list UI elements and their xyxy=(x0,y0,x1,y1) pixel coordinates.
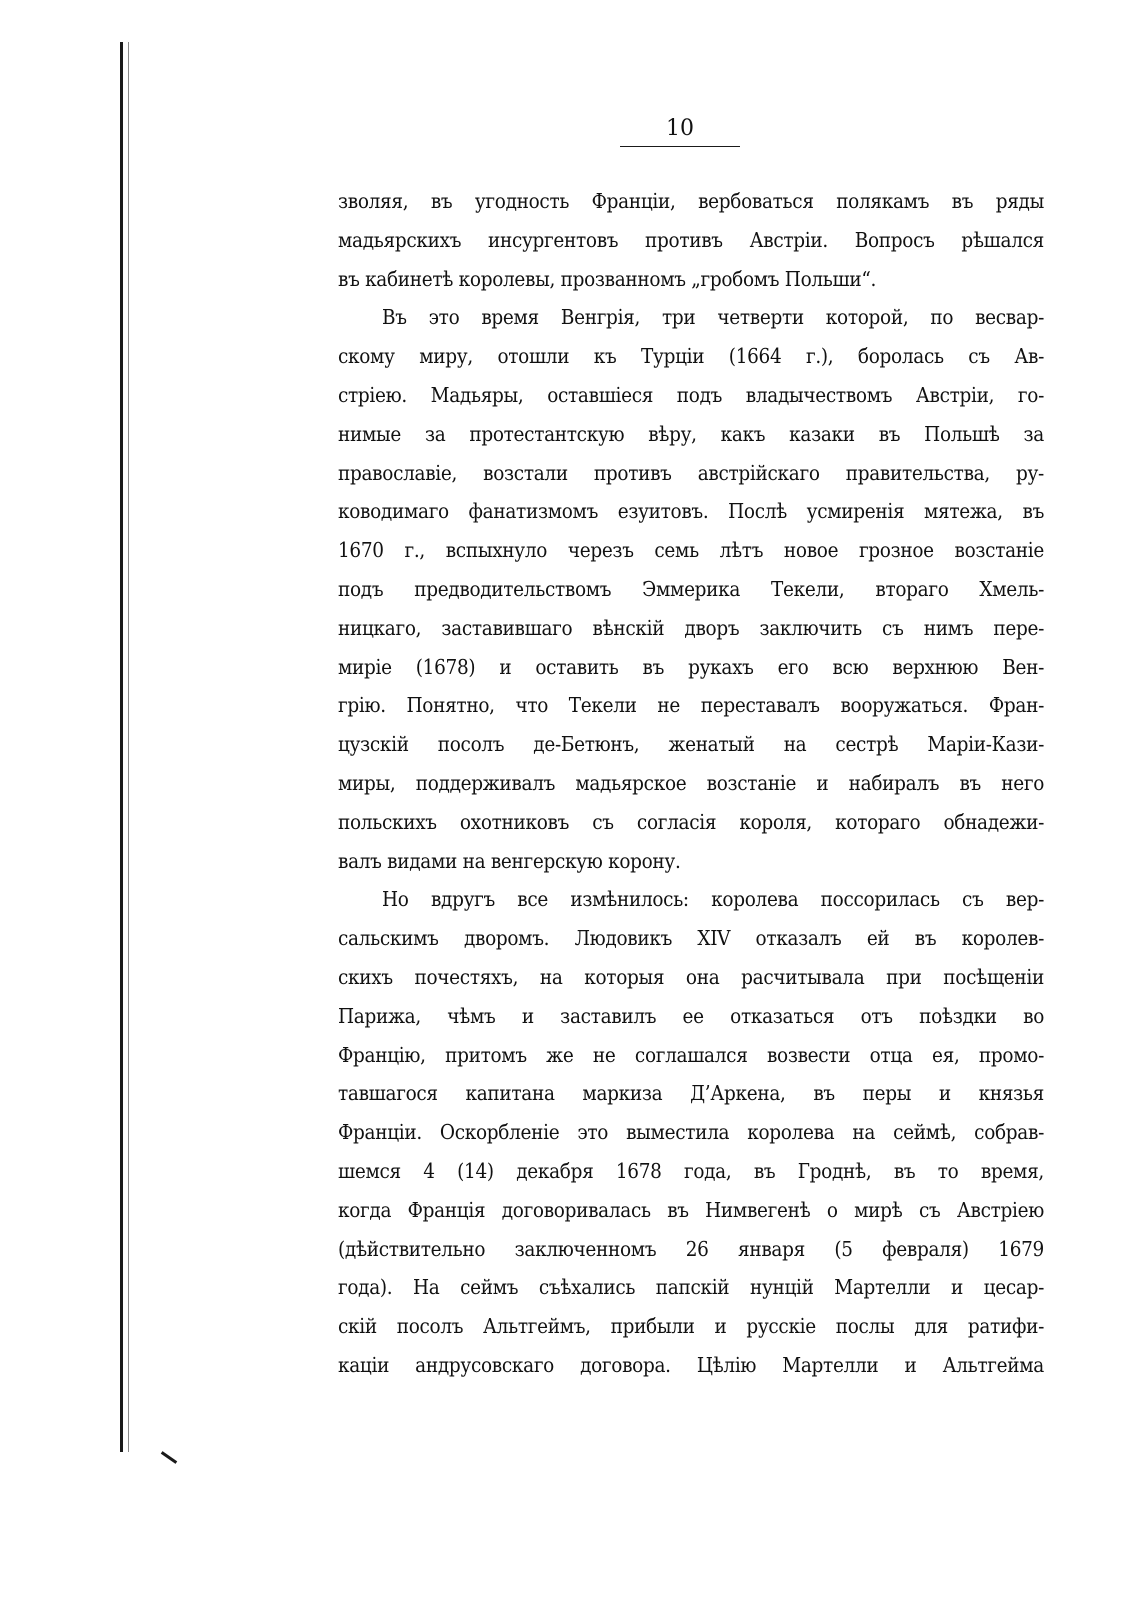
paragraph-2 xyxy=(338,298,1044,880)
text-line: тавшагося капитана маркиза Д’Аркена, въ перы и князья xyxy=(338,1081,1044,1106)
text-line: Парижа, чѣмъ и заставилъ ее отказаться отъ поѣздки во xyxy=(338,1003,1044,1028)
paragraph-3 xyxy=(338,880,1044,1384)
text-line: миры, поддерживалъ мадьярское возстаніе и набиралъ въ него xyxy=(338,770,1044,795)
page-binding-edge xyxy=(120,42,123,1452)
text-line: ницкаго, заставившаго вѣнскій дворъ заключить съ нимъ пере- xyxy=(338,615,1044,640)
text-line: года). На сеймъ съѣхались папскій нунцій Мартелли и цесар- xyxy=(338,1275,1044,1300)
text-line: подъ предводительствомъ Эммерика Текели, втораго Хмель- xyxy=(338,576,1044,601)
text-line: стріею. Мадьяры, оставшіеся подъ владычествомъ Австріи, го- xyxy=(338,382,1044,407)
page-number-rule xyxy=(620,146,740,147)
text-line: православіе, возстали противъ австрійскаго правительства, ру- xyxy=(338,460,1044,485)
text-line: миріе (1678) и оставить въ рукахъ его всю верхнюю Вен- xyxy=(338,654,1044,679)
text-line: цузскій посолъ де-Бетюнъ, женатый на сестрѣ Маріи-Кази- xyxy=(338,732,1044,757)
text-line: валъ видами на венгерскую корону. xyxy=(338,848,681,873)
text-line: 1670 г., вспыхнуло черезъ семь лѣтъ новое грозное возстаніе xyxy=(338,538,1044,563)
binding-ink-mark xyxy=(161,1451,177,1464)
text-line: нимые за протестантскую вѣру, какъ казаки въ Польшѣ за xyxy=(338,421,1044,446)
text-line: Франціи. Оскорбленіе это выместила королева на сеймѣ, собрав- xyxy=(338,1120,1044,1145)
text-line: скому миру, отошли къ Турціи (1664 г.), боролась съ Ав- xyxy=(338,344,1044,369)
text-line: грію. Понятно, что Текели не переставалъ вооружаться. Фран- xyxy=(338,693,1044,718)
text-line: зволяя, въ угодность Франціи, вербоваться полякамъ въ ряды xyxy=(338,189,1044,213)
text-line: (дѣйствительно заключенномъ 26 января (5 февраля) 1679 xyxy=(338,1236,1044,1261)
text-line: въ кабинетѣ королевы, прозванномъ „гробомъ Польши“. xyxy=(338,266,877,291)
page-number: 10 xyxy=(666,116,694,141)
text-line: шемся 4 (14) декабря 1678 года, въ Гроднѣ, въ то время, xyxy=(338,1158,1044,1183)
text-line: Въ это время Венгрія, три четверти которой, по весвар- xyxy=(382,305,1044,330)
text-line: ководимаго фанатизмомъ езуитовъ. Послѣ усмиренія мятежа, въ xyxy=(338,499,1044,524)
text-line: мадьярскихъ инсургентовъ противъ Австріи. Вопросъ рѣшался xyxy=(338,227,1044,252)
text-line: когда Франція договоривалась въ Нимвегенѣ о мирѣ съ Австріею xyxy=(338,1197,1044,1222)
text-line: каціи андрусовскаго договора. Цѣлію Мартелли и Альтгейма xyxy=(338,1352,1044,1377)
text-line: Но вдругъ все измѣнилось: королева поссорилась съ вер- xyxy=(382,887,1044,912)
text-line: скій посолъ Альтгеймъ, прибыли и русскіе послы для ратифи- xyxy=(338,1314,1044,1339)
text-line: Францію, притомъ же не соглашался возвести отца ея, промо- xyxy=(338,1042,1044,1067)
paragraph-1 xyxy=(338,182,1044,298)
text-body xyxy=(338,182,1044,1385)
text-line: сальскимъ дворомъ. Людовикъ XIV отказалъ ей въ королев- xyxy=(338,926,1044,951)
page-binding-shadow xyxy=(128,42,129,1452)
text-line: скихъ почестяхъ, на которыя она расчитывала при посѣщеніи xyxy=(338,964,1044,989)
text-line: польскихъ охотниковъ съ согласія короля, котораго обнадежи- xyxy=(338,809,1044,834)
